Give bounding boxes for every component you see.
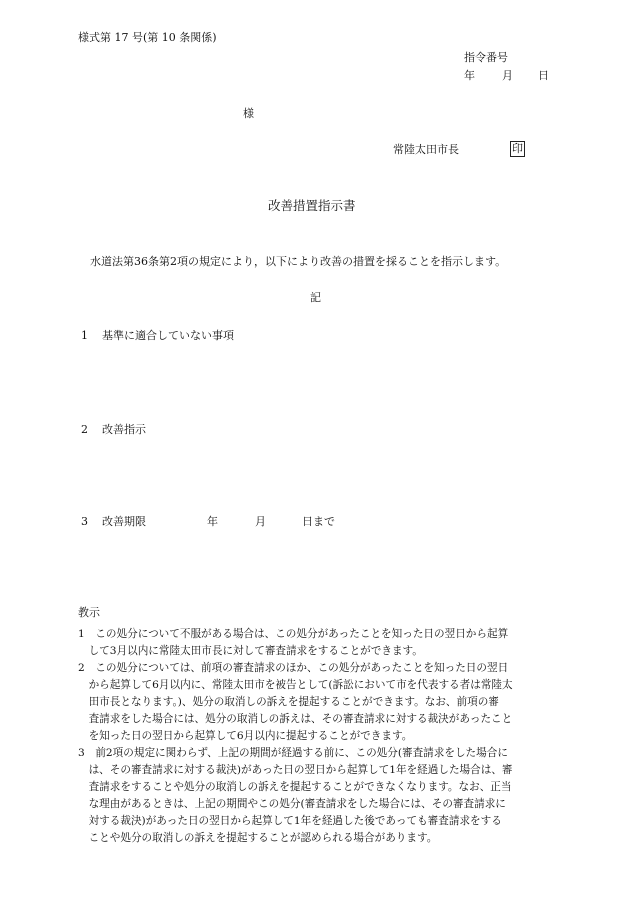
recipient-honorific: 様 (243, 107, 254, 120)
instruction-line: 査請求をした場合には、処分の取消しの訴えは、その審査請求に対する裁決があったこと (78, 713, 513, 725)
form-label: 様式第 17 号(第 10 条関係) (78, 31, 217, 44)
instruction-line: して3月以内に常陸太田市長に対して審査請求をすることができます。 (78, 645, 423, 657)
seal-box: 印 (512, 142, 523, 155)
item-label-nonconforming-matters: 基準に適合していない事項 (102, 329, 234, 342)
instruction-line: 2 この処分については、前項の審査請求のほか、この処分があったことを知った日の翌日 (78, 662, 509, 674)
instruction-line: 査請求をすることや処分の取消しの訴えを提起することができなくなります。なお、正当 (78, 781, 512, 793)
instructions-heading: 教示 (78, 606, 100, 619)
ki-heading: 記 (310, 291, 321, 304)
item-number: 2 (81, 423, 88, 436)
order-number-label: 指令番号 (464, 51, 508, 64)
instruction-line: 対する裁決)があった日の翌日から起算して1年を経過した後であっても審査請求をする (78, 815, 502, 827)
date-day-label: 日 (538, 69, 549, 82)
intro-text: 水道法第36条第2項の規定により，以下により改善の措置を採ることを指示します。 (90, 255, 507, 268)
instruction-line: を知った日の翌日から起算して6月以内に提起することができます。 (78, 730, 413, 742)
instruction-line: 田市長となります。)、処分の取消しの訴えを提起することができます。なお、前項の審 (78, 696, 499, 708)
instruction-line: ことや処分の取消しの訴えを提起することが認められる場合があります。 (78, 832, 438, 844)
date-year-label: 年 (464, 69, 475, 82)
instruction-line: 1 この処分について不服がある場合は、この処分があったことを知った日の翌日から起算 (78, 628, 509, 640)
item-label-improvement-instruction: 改善指示 (102, 423, 146, 436)
item-number: 1 (81, 329, 88, 342)
deadline-month-label: 月 (255, 515, 266, 528)
item-label-improvement-deadline: 改善期限 (102, 515, 146, 528)
instruction-line: は、その審査請求に対する裁決)があった日の翌日から起算して1年を経過した場合は、審 (78, 764, 513, 776)
date-month-label: 月 (502, 69, 513, 82)
deadline-year-label: 年 (207, 515, 218, 528)
instruction-line: な理由があるときは、上記の期間やこの処分(審査請求をした場合には、その審査請求に (78, 798, 506, 810)
item-number: 3 (81, 515, 88, 528)
document-title: 改善措置指示書 (268, 198, 356, 213)
instruction-line: から起算して6月以内に、常陸太田市を被告として(訴訟において市を代表する者は常陸太 (78, 679, 513, 691)
deadline-day-label: 日まで (302, 515, 335, 528)
instruction-line: 3 前2項の規定に関わらず、上記の期間が経過する前に、この処分(審査請求をした場合に (78, 747, 508, 759)
issuer-name: 常陸太田市長 (393, 143, 459, 156)
